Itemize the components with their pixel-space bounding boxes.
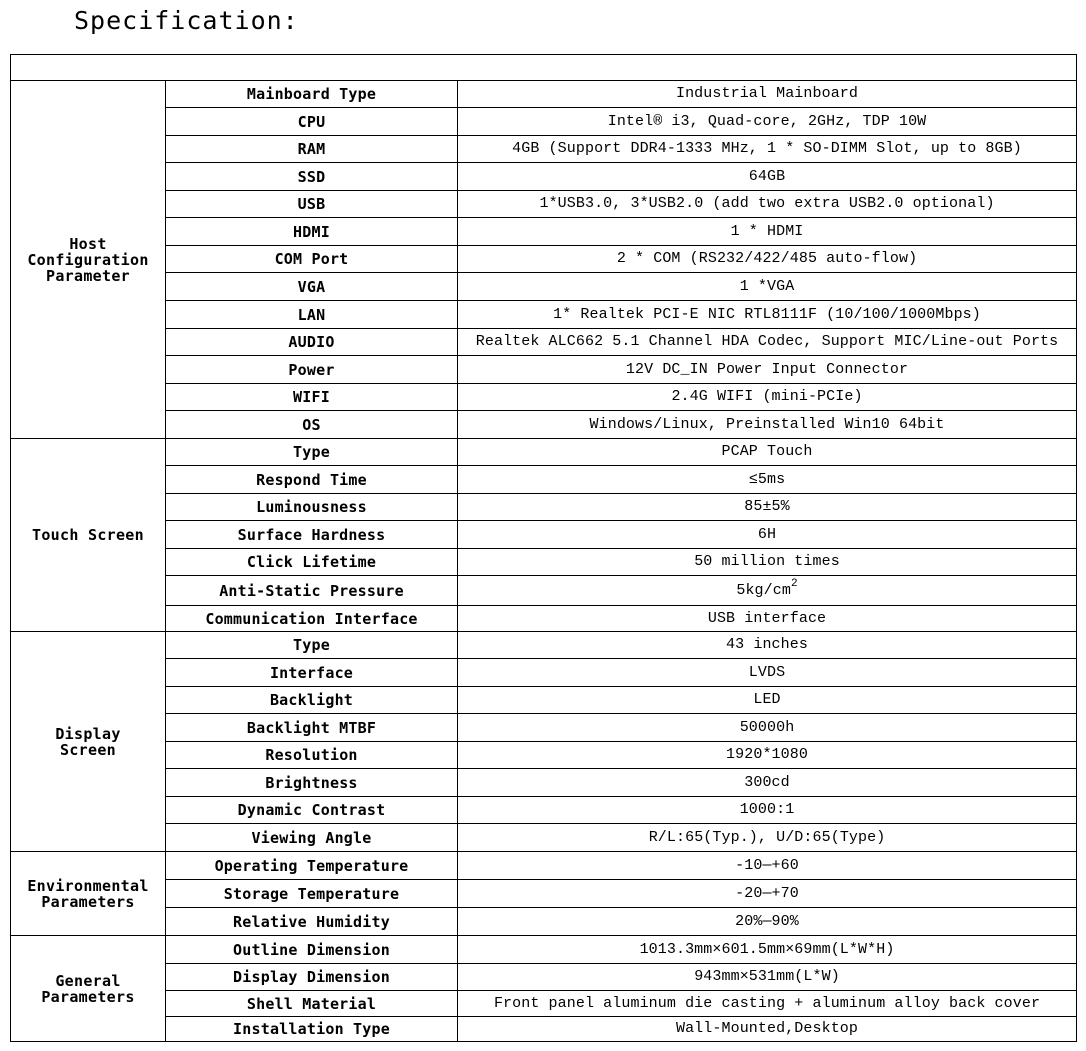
param-name: WIFI — [166, 384, 458, 411]
table-row — [11, 411, 1077, 439]
param-value — [458, 742, 1077, 769]
param-name: HDMI — [166, 218, 458, 246]
param-name: Display Dimension — [166, 964, 458, 991]
param-name: CPU — [166, 108, 458, 136]
param-value — [458, 439, 1077, 466]
table-row — [11, 576, 1077, 606]
param-value — [458, 163, 1077, 191]
param-value-text: 300cd — [744, 773, 790, 791]
param-value-text: USB interface — [707, 609, 827, 627]
param-value — [458, 494, 1077, 521]
table-row — [11, 329, 1077, 356]
table-row — [11, 769, 1077, 797]
param-name: VGA — [166, 273, 458, 301]
param-value — [458, 769, 1077, 797]
param-name: Type — [166, 632, 458, 659]
param-value-text: 1013.3mm×601.5mm×69mm(L*W*H) — [639, 940, 895, 958]
param-name: Luminousness — [166, 494, 458, 521]
table-row — [11, 466, 1077, 494]
param-value-text: 2.4G WIFI (mini-PCIe) — [671, 388, 863, 405]
table-row — [11, 246, 1077, 273]
param-value-text: -10—+60 — [735, 856, 799, 874]
param-value-text: Industrial Mainboard — [675, 85, 859, 102]
table-row — [11, 108, 1077, 136]
table-row — [11, 136, 1077, 163]
param-value — [458, 466, 1077, 494]
param-name: Installation Type — [166, 1017, 458, 1042]
table-row — [11, 880, 1077, 908]
param-value-text: 50 million times — [694, 553, 840, 570]
param-name: Mainboard Type — [166, 81, 458, 108]
param-value — [458, 549, 1077, 576]
param-value-text: LED — [753, 691, 781, 708]
param-value — [458, 824, 1077, 852]
param-value-text: PCAP Touch — [721, 443, 813, 460]
section-label-line: Display — [55, 724, 121, 743]
param-value — [458, 191, 1077, 218]
param-name: Backlight MTBF — [166, 714, 458, 742]
param-value — [458, 246, 1077, 273]
param-name: Brightness — [166, 769, 458, 797]
param-value — [458, 411, 1077, 439]
table-row — [11, 632, 1077, 659]
param-value-text: LVDS — [748, 663, 786, 681]
param-value — [458, 908, 1077, 936]
param-name: Type — [166, 439, 458, 466]
param-name: Power — [166, 356, 458, 384]
section-label — [11, 852, 166, 936]
param-value — [458, 606, 1077, 632]
specification-table — [10, 54, 1077, 1042]
param-value-text: 20%—90% — [735, 912, 799, 930]
param-value-text: 1000:1 — [739, 801, 795, 818]
section-label-line: Host — [69, 234, 107, 253]
param-value-text: 1 * HDMI — [730, 222, 804, 240]
param-name: Outline Dimension — [166, 936, 458, 964]
table-header-cell — [11, 55, 1077, 81]
param-name: Interface — [166, 659, 458, 687]
param-value-text: 1920*1080 — [726, 746, 808, 763]
param-value-text: 943mm×531mm(L*W) — [694, 968, 840, 985]
param-name: RAM — [166, 136, 458, 163]
param-value — [458, 576, 1077, 606]
table-row — [11, 81, 1077, 108]
param-name: AUDIO — [166, 329, 458, 356]
param-name: Shell Material — [166, 991, 458, 1017]
table-row — [11, 908, 1077, 936]
param-value — [458, 273, 1077, 301]
table-row — [11, 1017, 1077, 1042]
param-value-text: 50000h — [739, 718, 795, 736]
section-label-line: Parameter — [46, 266, 130, 285]
param-value-text: 85±5% — [744, 498, 790, 515]
param-name: Backlight — [166, 687, 458, 714]
param-value-text: 4GB (Support DDR4-1333 MHz, 1 * SO-DIMM Slot, up to 8GB) — [512, 140, 1022, 157]
section-label-line: Parameters — [41, 987, 135, 1006]
page-title: Specification: — [74, 6, 299, 35]
param-value-text: 64GB — [748, 167, 786, 185]
param-value-text: 2 * COM (RS232/422/485 auto-flow) — [616, 250, 918, 267]
superscript: 2 — [790, 577, 798, 590]
param-name: Resolution — [166, 742, 458, 769]
param-value — [458, 687, 1077, 714]
param-value-text: 1*USB3.0, 3*USB2.0 (add two extra USB2.0 optional) — [539, 195, 995, 212]
param-value — [458, 1017, 1077, 1042]
param-value — [458, 136, 1077, 163]
table-row — [11, 991, 1077, 1017]
param-value — [458, 991, 1077, 1017]
table-row — [11, 797, 1077, 824]
section-label — [11, 936, 166, 1042]
param-value — [458, 329, 1077, 356]
param-value-text: R/L:65(Typ.), U/D:65(Type) — [648, 828, 886, 846]
param-name: USB — [166, 191, 458, 218]
table-row — [11, 606, 1077, 632]
table-row — [11, 964, 1077, 991]
section-label — [11, 439, 166, 632]
param-name: Dynamic Contrast — [166, 797, 458, 824]
section-label-line: Environmental — [27, 876, 149, 895]
param-name: SSD — [166, 163, 458, 191]
param-value — [458, 521, 1077, 549]
param-value — [458, 714, 1077, 742]
param-name: Click Lifetime — [166, 549, 458, 576]
table-row — [11, 824, 1077, 852]
param-value-text: 43 inches — [726, 636, 808, 653]
param-name: Surface Hardness — [166, 521, 458, 549]
param-value-text: Front panel aluminum die casting + aluminum alloy back cover — [493, 994, 1041, 1012]
param-value-text: Intel® i3, Quad-core, 2GHz, TDP 10W — [607, 112, 927, 130]
table-row — [11, 714, 1077, 742]
param-name: Viewing Angle — [166, 824, 458, 852]
param-value — [458, 356, 1077, 384]
table-row — [11, 439, 1077, 466]
param-value — [458, 936, 1077, 964]
param-value — [458, 852, 1077, 880]
table-row — [11, 384, 1077, 411]
table-header-row — [11, 55, 1077, 81]
param-name: COM Port — [166, 246, 458, 273]
section-label-line: Touch Screen — [32, 526, 144, 544]
param-value — [458, 384, 1077, 411]
param-value-text: Realtek ALC662 5.1 Channel HDA Codec, Support MIC/Line-out Ports — [475, 333, 1059, 350]
table-row — [11, 687, 1077, 714]
param-value — [458, 880, 1077, 908]
table-row — [11, 191, 1077, 218]
table-row — [11, 742, 1077, 769]
param-value — [458, 218, 1077, 246]
param-name: Respond Time — [166, 466, 458, 494]
param-name: Relative Humidity — [166, 908, 458, 936]
param-value — [458, 301, 1077, 329]
param-value-text: 5kg/cm — [736, 581, 791, 599]
table-row — [11, 163, 1077, 191]
table-row — [11, 356, 1077, 384]
table-row — [11, 936, 1077, 964]
param-value-text: 6H — [757, 525, 777, 543]
table-row — [11, 852, 1077, 880]
table-row — [11, 273, 1077, 301]
param-value-text: Windows/Linux, Preinstalled Win10 64bit — [589, 415, 945, 433]
param-value-text: 12V DC_IN Power Input Connector — [625, 360, 909, 378]
table-row — [11, 218, 1077, 246]
section-label-line: Screen — [60, 740, 116, 759]
param-name: Storage Temperature — [166, 880, 458, 908]
param-value-text: 1 *VGA — [739, 277, 795, 295]
param-name: Anti-Static Pressure — [166, 576, 458, 606]
param-value — [458, 108, 1077, 136]
section-label — [11, 632, 166, 852]
param-value-text: -20—+70 — [735, 884, 799, 902]
section-label-line: General — [55, 971, 121, 990]
section-label — [11, 81, 166, 439]
table-row — [11, 549, 1077, 576]
param-name: OS — [166, 411, 458, 439]
param-value-text: ≤5ms — [748, 470, 786, 488]
param-name: LAN — [166, 301, 458, 329]
param-value — [458, 632, 1077, 659]
table-row — [11, 494, 1077, 521]
section-label-line: Configuration — [27, 250, 149, 269]
param-name: Communication Interface — [166, 606, 458, 632]
table-row — [11, 301, 1077, 329]
param-name: Operating Temperature — [166, 852, 458, 880]
section-label-line: Parameters — [41, 892, 135, 911]
param-value — [458, 964, 1077, 991]
param-value — [458, 81, 1077, 108]
param-value — [458, 659, 1077, 687]
param-value-text: 1* Realtek PCI-E NIC RTL8111F (10/100/1000Mbps) — [553, 305, 981, 323]
param-value — [458, 797, 1077, 824]
param-value-text: Wall-Mounted,Desktop — [675, 1020, 859, 1037]
table-row — [11, 521, 1077, 549]
table-row — [11, 659, 1077, 687]
